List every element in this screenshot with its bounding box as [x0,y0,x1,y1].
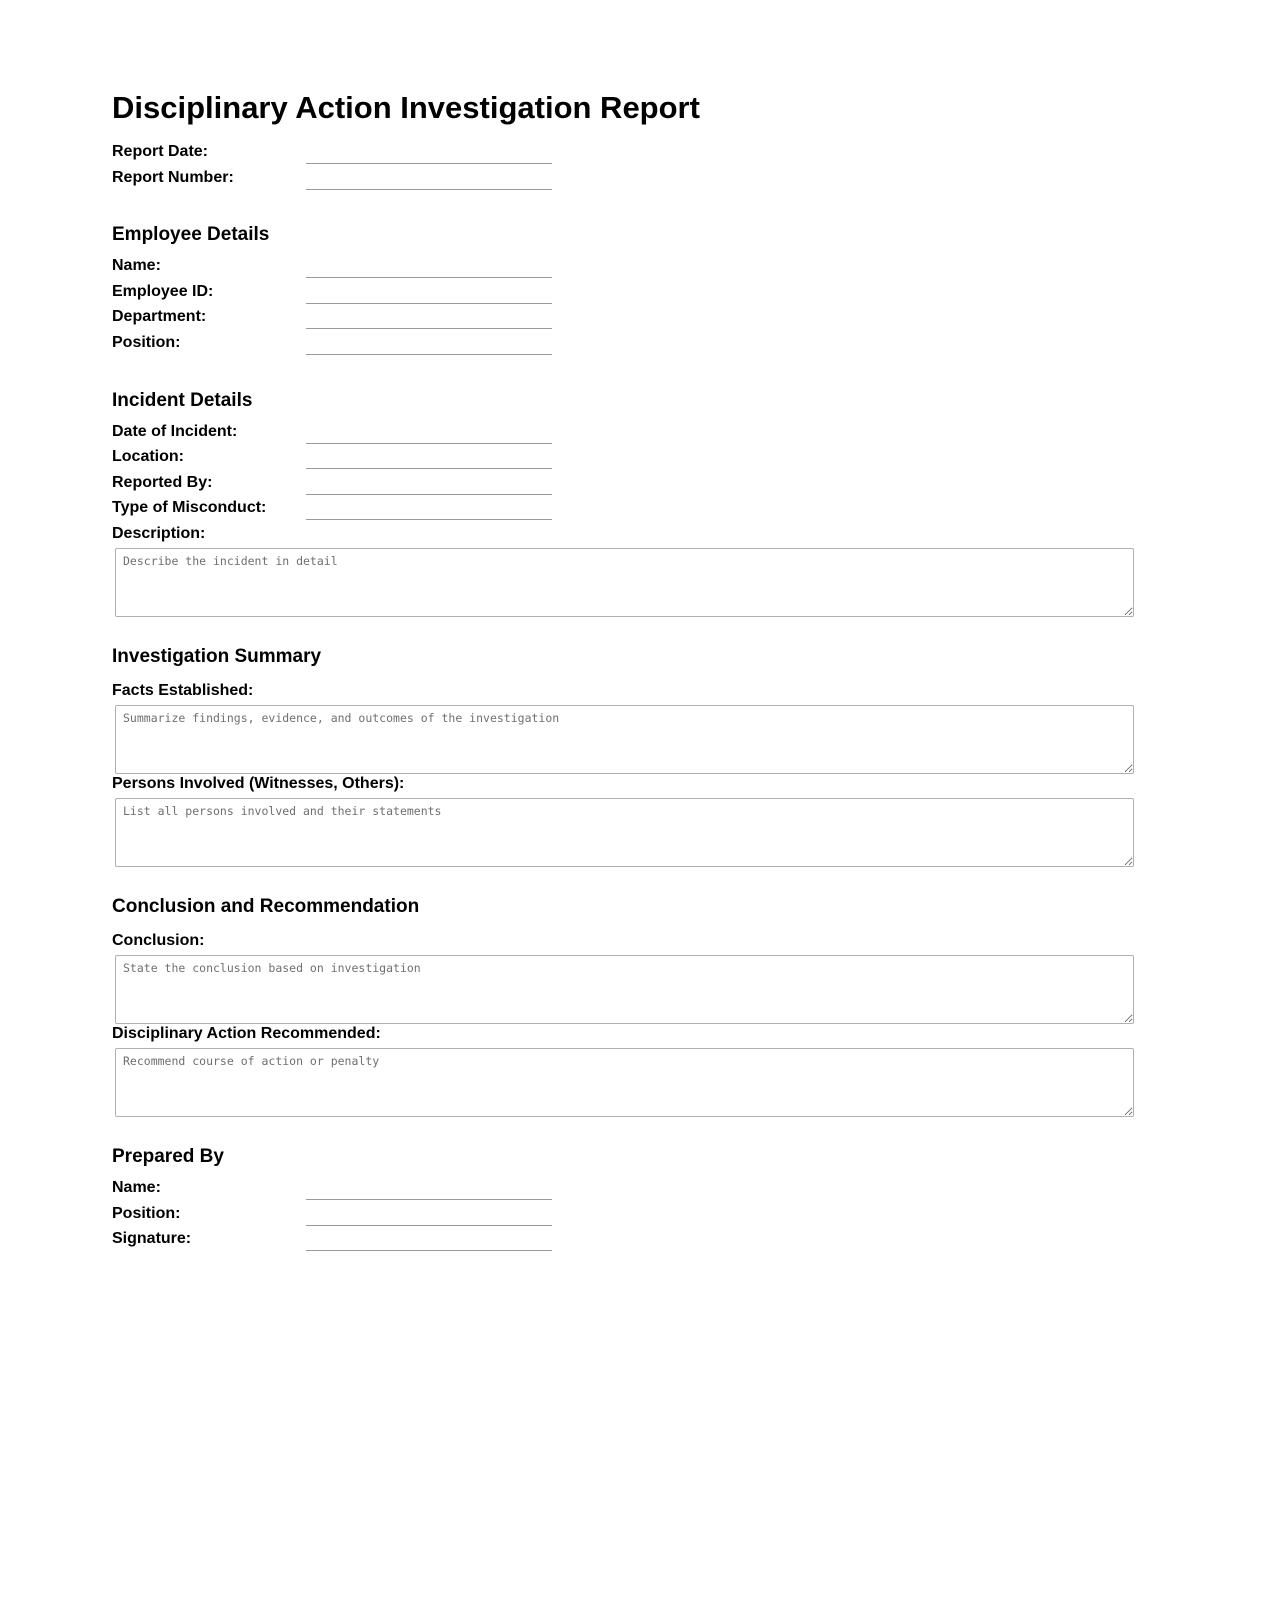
location-row [112,444,1263,470]
department-row [112,304,1263,330]
reported-by-input[interactable] [306,478,552,495]
preparer-position-row [112,1201,1263,1227]
facts-established-textarea[interactable] [115,705,1134,774]
reported-by-row [112,470,1263,496]
incident-date-row [112,419,1263,445]
misconduct-type-input[interactable] [306,503,552,520]
employee-id-label: Employee ID: [112,282,214,300]
reported-by-label: Reported By: [112,473,213,491]
employee-position-row [112,330,1263,356]
conclusion-label: Conclusion: [112,931,205,949]
incident-date-input[interactable] [306,427,552,444]
incident-date-label: Date of Incident: [112,422,238,440]
employee-name-input[interactable] [306,261,552,278]
prepared-by-heading: Prepared By [112,1145,224,1167]
preparer-position-input[interactable] [306,1209,552,1226]
employee-id-row [112,279,1263,305]
persons-involved-textarea[interactable] [115,798,1134,867]
employee-details-section [112,223,1263,355]
report-number-input[interactable] [306,173,552,190]
signature-row [112,1226,1263,1252]
disciplinary-action-label: Disciplinary Action Recommended: [112,1024,381,1042]
investigation-summary-heading: Investigation Summary [112,645,322,667]
report-number-label: Report Number: [112,168,234,186]
location-label: Location: [112,448,184,466]
preparer-name-row [112,1175,1263,1201]
employee-position-input[interactable] [306,338,552,355]
header-fields [112,139,1263,190]
prepared-by-section [112,1145,1263,1252]
report-date-label: Report Date: [112,143,209,160]
report-date-row [112,139,1263,165]
employee-name-label: Name: [112,257,161,275]
report-date-input[interactable] [306,147,552,164]
signature-label: Signature: [112,1230,192,1248]
employee-name-row [112,253,1263,279]
employee-id-input[interactable] [306,287,552,304]
department-input[interactable] [306,312,552,329]
preparer-position-label: Position: [112,1204,181,1222]
location-input[interactable] [306,452,552,469]
employee-position-label: Position: [112,333,181,351]
report-number-row [112,165,1263,191]
preparer-name-input[interactable] [306,1183,552,1200]
incident-details-section [112,389,1263,617]
description-textarea[interactable] [115,548,1134,617]
page-title: Disciplinary Action Investigation Report [112,90,700,125]
employee-details-heading: Employee Details [112,224,270,246]
conclusion-section [112,895,1263,1117]
persons-involved-label: Persons Involved (Witnesses, Others): [112,774,405,792]
description-label: Description: [112,524,206,542]
disciplinary-action-textarea[interactable] [115,1048,1134,1117]
misconduct-type-label: Type of Misconduct: [112,499,267,517]
investigation-summary-section [112,645,1263,867]
signature-input[interactable] [306,1234,552,1251]
department-label: Department: [112,308,207,326]
misconduct-type-row [112,495,1263,521]
incident-details-heading: Incident Details [112,389,253,411]
facts-established-label: Facts Established: [112,681,254,699]
conclusion-textarea[interactable] [115,955,1134,1024]
preparer-name-label: Name: [112,1178,161,1196]
conclusion-heading: Conclusion and Recommendation [112,895,420,917]
